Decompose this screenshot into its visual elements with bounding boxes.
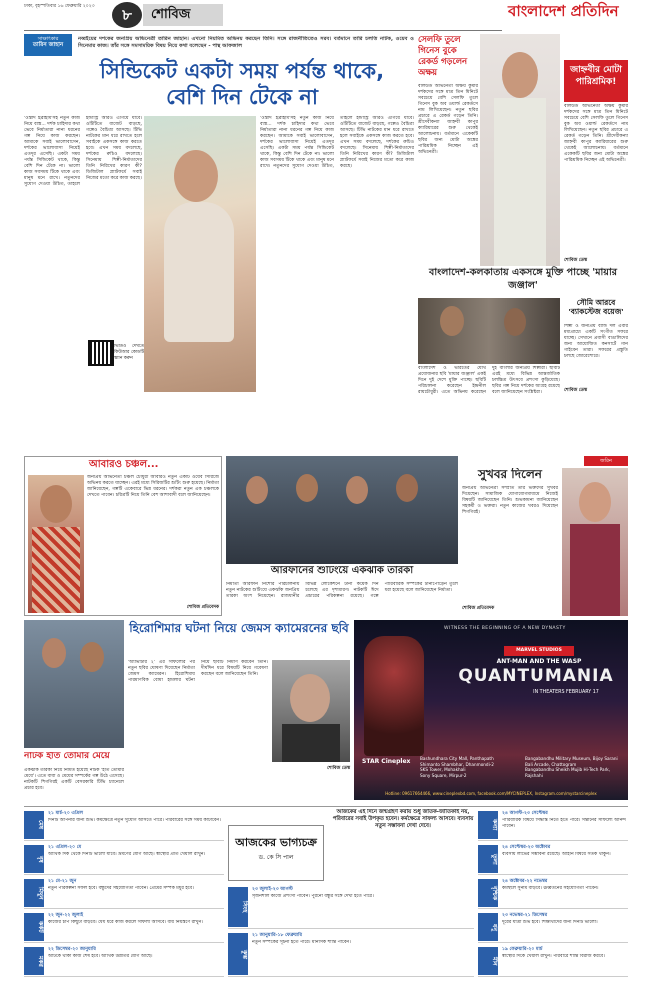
release-date: IN THEATERS FEBRUARY 17 (533, 690, 599, 695)
sign-text: নতুন সম্পর্কের সূচনা হতে পারে। মানসিক শান্তি পাবেন। (252, 940, 351, 945)
section-tab (143, 4, 223, 26)
sign-date-range: ২৪ অক্টোবর-২২ নভেম্বর (502, 879, 548, 884)
horoscope-sign-7 (478, 877, 628, 909)
quantumania-title: QUANTUMANIA (458, 666, 614, 686)
sign-date-range: ২২ ডিসেম্বর-২০ জানুয়ারি (48, 947, 96, 952)
james-story (24, 620, 350, 800)
horoscope-author: ড. কে সি পাল (258, 854, 294, 861)
interview-kicker-label: সাক্ষাৎকার (37, 36, 59, 42)
mayar-still-photo (418, 298, 560, 364)
sign-date-range: ২২ জুন-২২ জুলাই (48, 913, 84, 918)
arfanin-body: নির্মাতা আরফান নিশোর পরিচালনায় নতুন নাটকের শুটিংয়ে একঝাঁক জনপ্রিয় তারকা অংশ নিয়েছেন। রাজধানীর বিভিন্ন লোকেশনে টানা কয়েক দিন চলেছে এর দৃশ্যধারণ। নাটকটি ঈদে প্রচারের পরিকল্পনা রয়েছে। গল্পে পারিবারিক সম্পর্কের টানাপোড়েন তুলে ধরা হয়েছে বলে জানিয়েছেন নির্মাতা। (226, 582, 458, 599)
sign-name: কর্কট (24, 913, 44, 941)
abaro-story (24, 456, 222, 616)
sign-date-range: ২৪ সেপ্টেম্বর-২৩ অক্টোবর (502, 845, 551, 850)
sign-date-range: ২৪ আগস্ট-২৩ সেপ্টেম্বর (502, 811, 548, 816)
janhvi-title-box (564, 60, 628, 102)
interview-story (24, 34, 414, 396)
horoscope-intro: আজকের এই দিনে জন্মগ্রহণ করায় শুধু জাতক-জাতিকাই নয়, পরিবারের সবাই উপকৃত হবেন। কর্মক্ষেত্রে সাফল্য আসবে। ব্যবসায় নতুন সম্ভাবনা দেখা দেবে। (332, 809, 474, 829)
bakshi-body: শিল্পী ও জনপ্রিয় ব্যান্ড দল এবার মধ্যপ্রাচ্যে একটি সংগীত সফরে যাচ্ছে। সেখানে প্রবাসী বাঙালিদের জন্য আয়োজিত কনসার্টে গান গাইবেন তারা। সফরের প্রস্তুতি চলছে জোরেশোরে। (564, 324, 628, 359)
mayar-body: বাংলাদেশ ও ভারতের যৌথ প্রযোজনার ছবি 'মায়ার জঞ্জাল' একই দিনে দুই দেশে মুক্তি পাচ্ছে। ছবিটি পরিচালনা করেছেন ইন্দ্রনীল রায়চৌধুরী। এতে অভিনয় করেছেন দুই বাংলার জনপ্রিয় শিল্পীরা। ছবিটি এরই মধ্যে বিভিন্ন আন্তর্জাতিক চলচ্চিত্র উৎসবে প্রশংসা কুড়িয়েছে। ছবির গল্প নিয়ে দর্শকের আগ্রহ রয়েছে বলে জানিয়েছেন সংশ্লিষ্টরা। (418, 366, 560, 395)
janhvi-title: জাহ্নবীর মোটা পারিশ্রমিক! (570, 65, 622, 87)
brand-logo: বাংলাদেশ প্রতিদিন (508, 2, 619, 20)
horoscope-sign-3 (24, 911, 224, 943)
bakshi-credit: শোবিজ ডেস্ক (564, 388, 587, 393)
sign-text: ব্যবসায় লাভের সম্ভাবনা রয়েছে। আইনি বিষয়ে সতর্ক থাকুন। (502, 852, 611, 857)
james-credit: শোবিজ ডেস্ক (327, 766, 350, 771)
interview-body-left: 'ওস্তাদ ইব্রাহীম'সহ নতুন কাজ নিয়ে ব্যস্ত... দর্শক চাহিদার কথা ভেবে নির্মাতারা নানা ধরনের গল্প নিয়ে কাজ করছেন। আমাকে সবাই ভালোবাসেন, দর্শকের ভালোবাসা নিয়েই এতদূর এসেছি। একটা সময় পর্যন্ত সিন্ডিকেট থাকে, কিন্তু বেশি দিন টেকে না। ভালো কাজ সবসময় টিকে থাকে এবং মানুষ মনে রাখে। নতুনদের সুযোগ দেওয়া উচিত, তাহলে ইন্ডাস্ট্রি আরও এগিয়ে যাবে। ওটিটিতে বাজেট বাড়ছে, গল্পেও বৈচিত্র্য আসছে। টিভি নাটকের মান ধরে রাখতে হলে সবাইকে একসঙ্গে কাজ করতে হবে। এখন সময় বদলেছে, দর্শকের রুচিও বদলেছে। সিনেমায় শিল্পী-নির্মাতাদের তিনি নিরিখের কারণ কী? ডিজিটাল প্ল্যাটফর্মে সবাই নিজের মতো করে কাজ করছে। (24, 116, 142, 187)
page-number-badge (112, 2, 142, 28)
mayar-headline: বাংলাদেশ-কলকাতায় একসঙ্গে মুক্তি পাচ্ছে 'মায়ার জঞ্জাল' (428, 267, 618, 291)
sign-date-range: ২১ মে-২১ জুন (48, 879, 77, 884)
sign-name: বৃশ্চিক (478, 879, 498, 907)
ant-man-figure (364, 636, 424, 756)
star-cineplex-logo: STAR Cineplex (362, 758, 411, 765)
sign-name: তুলা (478, 845, 498, 873)
sign-name: সিংহ (228, 887, 248, 927)
natok-body: একঝাঁক তারকা নিয়ে নির্মিত হয়েছে নাটক 'ইতি তোমার মেয়ে'। এতে বাবা ও মেয়ের সম্পর্কের গল্প উঠে এসেছে। নাটকটি শিগগিরই একটি বেসরকারি টিভি চ্যানেলে প্রচার হবে। (24, 768, 124, 791)
subhabar-body: জনপ্রিয় অভিনেত্রী সম্প্রতি তাঁর ভক্তদের সুখবর দিয়েছেন। সামাজিক যোগাযোগমাধ্যমে নিজেই বিষয়টি জানিয়েছেন তিনি। শুভকামনা জানিয়েছেন সহকর্মী ও ভক্তরা। নতুন কাজের খবরও দিয়েছেন শিগগিরই। (462, 486, 558, 515)
subhabar-headline: সুখবর দিলেন (478, 468, 542, 481)
arfanin-group-photo (226, 456, 458, 564)
location-item: Shimanto Shambhar, Dhanmondi-2 (420, 761, 494, 767)
quantumania-ad (354, 620, 628, 800)
horoscope-sign-2 (24, 877, 224, 909)
sign-name: ধনু (478, 913, 498, 941)
sign-date-range: ২৩ নভেম্বর-২১ ডিসেম্বর (502, 913, 548, 918)
section-name: শোবিজ (151, 7, 191, 22)
horoscope-sign-0 (24, 809, 224, 841)
mayar-story (418, 266, 628, 396)
masthead-rule (24, 30, 502, 31)
sign-name: মকর (24, 947, 44, 975)
horoscope-sign-5 (478, 809, 628, 841)
interview-kicker-name: তারিন জাহান (32, 42, 64, 49)
sign-text: আর্থিক দিক থেকে দিনটি ভালো যাবে। ভ্রমণের যোগ আছে। স্বাস্থ্যের প্রতি খেয়াল রাখুন। (48, 852, 206, 857)
janhvi-credit: শোবিজ ডেস্ক (564, 258, 587, 263)
qr-caption: ভিডিও দেখতে কিউআর কোডটি স্ক্যান করুন (114, 344, 144, 361)
actress-photo (562, 468, 628, 616)
sign-text: নতুন পরিকল্পনা সফল হবে। বন্ধুদের সহযোগিতা পাবেন। প্রেমের সম্পর্ক মধুর হবে। (48, 886, 194, 891)
sign-name: মেষ (24, 811, 44, 839)
location-item: Bali Arcade, Chattogram (525, 761, 577, 767)
janhvi-body: বলিউড অভিনেতা অক্ষয় কুমার দর্শকদের সঙ্গে মাত্র তিন মিনিটে সবচেয়ে বেশি সেলফি তুলে গিনেস বুক অব ওয়ার্ল্ড রেকর্ডসে নাম লিখিয়েছেন। নতুন ছবির প্রচারে এ রেকর্ড গড়েন তিনি। শ্রীদেবীকন্যা জাহ্নবী কাপুর ক্যারিয়ারের শুরু থেকেই আলোচনায়। বর্তমানে একেকটি ছবির জন্য মোটা অঙ্কের পারিশ্রমিক নিচ্ছেন এই অভিনেত্রী। (564, 104, 628, 163)
interview-body-right: 'ওস্তাদ ইব্রাহীম'সহ নতুন কাজ নিয়ে ব্যস্ত... দর্শক চাহিদার কথা ভেবে নির্মাতারা নানা ধরনের গল্প নিয়ে কাজ করছেন। আমাকে সবাই ভালোবাসেন, দর্শকের ভালোবাসা নিয়েই এতদূর এসেছি। একটা সময় পর্যন্ত সিন্ডিকেট থাকে, কিন্তু বেশি দিন টেকে না। ভালো কাজ সবসময় টিকে থাকে এবং মানুষ মনে রাখে। নতুনদের সুযোগ দেওয়া উচিত, তাহলে ইন্ডাস্ট্রি আরও এগিয়ে যাবে। ওটিটিতে বাজেট বাড়ছে, গল্পেও বৈচিত্র্য আসছে। টিভি নাটকের মান ধরে রাখতে হলে সবাইকে একসঙ্গে কাজ করতে হবে। এখন সময় বদলেছে, দর্শকের রুচিও বদলেছে। সিনেমায় শিল্পী-নির্মাতাদের তিনি নিরিখের কারণ কী? ডিজিটাল প্ল্যাটফর্মে সবাই নিজের মতো করে কাজ করছে। (260, 116, 414, 169)
horoscope-sign-10 (228, 931, 474, 977)
sign-name: বৃষ (24, 845, 44, 873)
akshay-body: বলিউড অভিনেতা অক্ষয় কুমার দর্শকদের সঙ্গে মাত্র তিন মিনিটে সবচেয়ে বেশি সেলফি তুলে গিনেস বুক অব ওয়ার্ল্ড রেকর্ডসে নাম লিখিয়েছেন। নতুন ছবির প্রচারে এ রেকর্ড গড়েন তিনি। শ্রীদেবীকন্যা জাহ্নবী কাপুর ক্যারিয়ারের শুরু থেকেই আলোচনায়। বর্তমানে একেকটি ছবির জন্য মোটা অঙ্কের পারিশ্রমিক নিচ্ছেন এই অভিনেত্রী। (418, 84, 478, 155)
abaro-body: জনপ্রিয় অভিনেতা চঞ্চল চৌধুরী আবারও নতুন একটি ওয়েব সিরিজে অভিনয় করতে যাচ্ছেন। এরই মধ্যে সিরিজটির শুটিং শুরু হয়েছে। নির্মাতা জানিয়েছেন, গল্পটি একেবারে ভিন্ন ধরনের। দর্শকরা নতুন এক চঞ্চলকে দেখতে পাবেন। চরিত্রটি নিয়ে তিনি বেশ আশাবাদী বলে জানিয়েছেন। (87, 475, 219, 498)
sign-name: কন্যা (478, 811, 498, 839)
abaro-credit: শোবিজ প্রতিবেদক (186, 605, 219, 610)
sign-text: কাজের চাপ কিছুটা বাড়বে। ধৈর্য ধরে কাজ করলে সাফল্য আসবে। ব্যয় নিয়ন্ত্রণে রাখুন। (48, 920, 203, 925)
subhabar-credit: শোবিজ প্রতিবেদক (462, 606, 495, 611)
location-item: SKS Tower, Mohakhali (420, 767, 466, 773)
sign-text: স্বাস্থ্যের দিকে খেয়াল রাখুন। পরিবারে শান্তি বিরাজ করবে। (502, 954, 605, 959)
sign-text: দিনটি আপনার জন্য শুভ। কর্মক্ষেত্রে নতুন সুযোগ আসতে পারে। পরিবারের সঙ্গে সময় কাটাবেন। (48, 818, 221, 823)
sign-date-range: ২১ মার্চ-২০ এপ্রিল (48, 811, 84, 816)
james-body: 'অ্যাভাটার ২' এর সাফল্যের পর নতুন ছবির ঘোষণা দিয়েছেন নির্মাতা জেমস ক্যামেরন। হিরোশিমায় পারমাণবিক বোমা হামলার ঘটনা নিয়ে ছবিটি নির্মাণ করবেন তিনি। দীর্ঘদিন ধরে বিষয়টি নিয়ে গবেষণা করছেন বলে জানিয়েছেন তিনি। (128, 660, 268, 683)
interview-kicker (24, 34, 72, 56)
location-item: Bangabandhu Sheikh Mujib Hi-Tech Park, Rajshahi (525, 767, 611, 778)
arfanin-story (226, 456, 458, 616)
horoscope-sign-9 (24, 945, 224, 977)
arfanin-headline: আরফানের শুটিংয়ে একঝাঁক তারকা (270, 566, 414, 576)
natok-headline: নাটক ইতি তোমার মেয়ে (24, 752, 110, 761)
sign-date-range: ২৩ জুলাই-২৩ আগস্ট (252, 887, 293, 892)
horoscope-sign-4 (228, 885, 474, 929)
james-cameron-photo (272, 660, 350, 762)
janhvi-story (418, 34, 628, 266)
horoscope-sign-11 (478, 945, 628, 977)
sign-text: পারিবারিক বিষয়ে সিদ্ধান্ত নিতে হতে পারে। সন্তানের সাফল্যে আনন্দ পাবেন। (502, 818, 626, 829)
sign-text: আটকে থাকা কাজ শেষ হবে। আর্থিক উন্নতির যোগ আছে। (48, 954, 153, 959)
location-item: Bangabandhu Military Museum, Bijoy Sarani (525, 756, 618, 761)
page-number: ৮ (122, 6, 132, 24)
chanchal-photo (28, 475, 84, 613)
horoscope-title-box (228, 825, 324, 881)
sign-name: মিথুন (24, 879, 44, 907)
location-item: Bashundhara City Mall, Panthapath (420, 756, 494, 761)
sign-date-range: ২১ জানুয়ারি-১৮ ফেব্রুয়ারি (252, 933, 303, 938)
subhabar-kicker: জরিন (584, 456, 628, 466)
horoscope-section (24, 806, 628, 978)
sign-text: সৃজনশীল কাজে প্রশংসা পাবেন। পুরনো বন্ধুর সঙ্গে দেখা হতে পারে। (252, 894, 374, 899)
interview-intro: নব্বইয়ের দশকের জনপ্রিয় অভিনেত্রী তারিন জাহান। এখনো নিয়মিত অভিনয় করছেন তিনি। সঙ্গে রাজনীতিতেও সরব। বর্তমানে তারি চলতি নাটক, ওয়েব ও সিনেমার কাজ। তাঁর সঙ্গে সমসাময়িক বিষয় নিয়ে কথা বলেছেন - পান্থ আফজাল (78, 36, 414, 49)
masthead-date: ঢাকা, বৃহস্পতিবার ১৬ ফেব্রুয়ারি ২০২৩ (24, 4, 95, 9)
qr-code-image (88, 340, 114, 366)
abaro-headline: আবারও চঞ্চল... (89, 459, 159, 470)
sign-text: দূরের যাত্রা শুভ হবে। শিক্ষার্থীদের জন্য দিনটি ভালো। (502, 920, 598, 925)
location-item: Sony Square, Mirpur-2 (420, 772, 467, 778)
janhvi-photo (480, 34, 560, 266)
sign-text: কর্মস্থলে সুনাম বাড়বে। ঊর্ধ্বতনের সহযোগিতা পাবেন। (502, 886, 599, 891)
natok-photo (24, 620, 124, 748)
horoscope-sign-6 (478, 843, 628, 875)
horoscope-title: আজকের ভাগ্যচক্র (235, 836, 317, 849)
ad-tagline: WITNESS THE BEGINNING OF A NEW DYNASTY (444, 626, 566, 631)
tarin-jahan-photo (144, 116, 256, 392)
masthead (0, 0, 650, 38)
bakshi-headline: সৌমি আরবে 'ব্যাকস্টেজ বয়েজ' (568, 298, 624, 316)
sign-date-range: ১৯ ফেব্রুয়ারি-২০ মার্চ (502, 947, 543, 952)
ad-hotline: Hotline: 09617664466, www.cineplexbd.com, facebook.com/MYCINEPLEX, Instagram.com/mystarcineplex (385, 791, 597, 796)
subhabar-story (462, 456, 628, 616)
sign-name: কুম্ভ (228, 933, 248, 975)
sign-name: মীন (478, 947, 498, 975)
akshay-headline: সেলফি তুলে গিনেস বুকে রেকর্ড গড়লেন অক্ষয় (418, 34, 468, 77)
horoscope-sign-1 (24, 843, 224, 875)
marvel-logo: MARVEL STUDIOS (504, 646, 574, 656)
sign-date-range: ২১ এপ্রিল-২০ মে (48, 845, 82, 850)
cinema-locations (420, 756, 626, 790)
james-headline: হিরোশিমার ঘটনা নিয়ে জেমস ক্যামেরনের ছবি (129, 621, 349, 635)
horoscope-sign-8 (478, 911, 628, 943)
interview-headline: সিন্ডিকেট একটা সময় পর্যন্ত থাকে, বেশি দিন টেকে না (99, 59, 385, 109)
antman-subtitle: ANT-MAN AND THE WASP (496, 658, 582, 665)
